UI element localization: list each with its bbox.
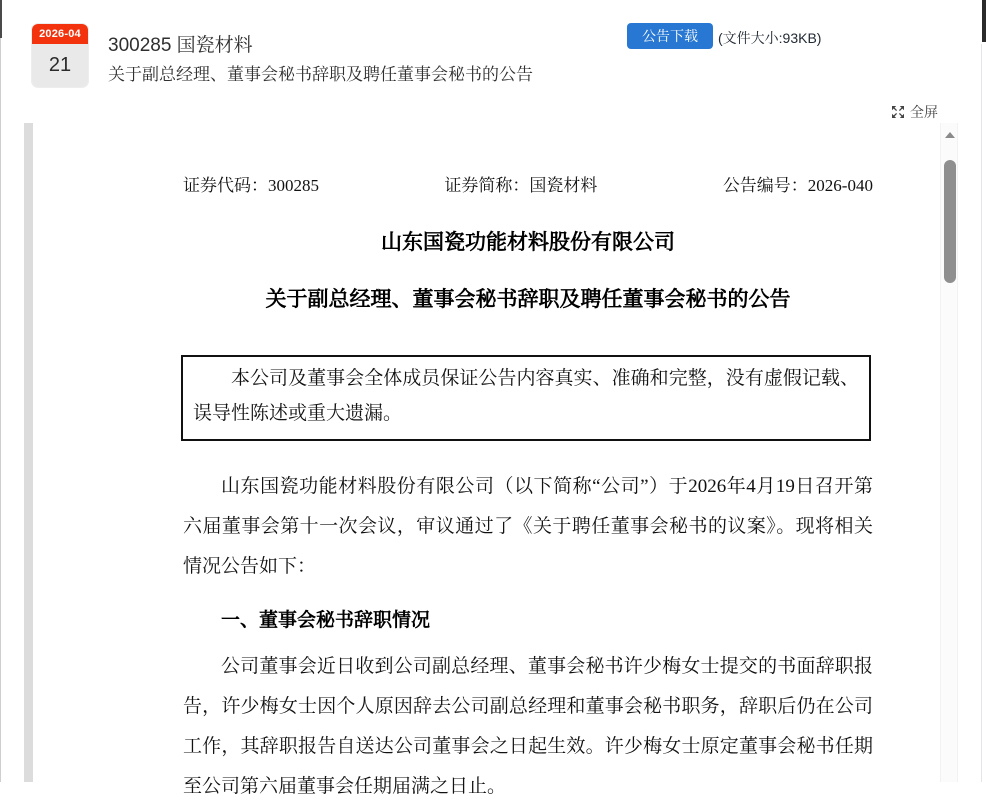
scrollbar-thumb[interactable] [944, 160, 956, 283]
document-subtitle: 关于副总经理、董事会秘书辞职及聘任董事会秘书的公告 [265, 287, 791, 311]
fullscreen-icon [891, 105, 905, 119]
fullscreen-button[interactable] [891, 102, 938, 122]
date-badge-month: 2026-04 [32, 24, 88, 44]
disclaimer-box [181, 355, 871, 441]
paragraph-2: 公司董事会近日收到公司副总经理、董事会秘书许少梅女士提交的书面辞职报告，许少梅女士因个人原因辞去公司副总经理和董事会秘书职务，辞职后仍在公司工作，其辞职报告自送达公司董事会之日起生效。许少梅女士原定董事会秘书任期至公司第六届董事会任期届满之日止。 [183, 656, 873, 797]
disclaimer-text: 本公司及董事会全体成员保证公告内容真实、准确和完整，没有虚假记载、误导性陈述或重大遗漏。 [193, 368, 859, 424]
paragraph-1: 山东国瓷功能材料股份有限公司（以下简称“公司”）于2026年4月19日召开第六届董事会第十一次会议，审议通过了《关于聘任董事会秘书的议案》。现将相关情况公告如下： [183, 476, 873, 577]
stock-code-label: 证券代码：300285 [183, 176, 319, 195]
announcement-document [183, 123, 873, 807]
left-window-edge-light [0, 38, 1, 782]
document-info-row [183, 123, 873, 196]
stock-name-label: 证券简称：国瓷材料 [444, 176, 598, 195]
date-badge-day: 21 [32, 44, 88, 87]
left-window-edge [0, 0, 2, 38]
scrollbar-up-arrow[interactable] [945, 132, 955, 138]
file-size-label: (文件大小:93KB) [718, 30, 822, 46]
right-window-edge-light [981, 44, 982, 782]
document-company-title: 山东国瓷功能材料股份有限公司 [381, 230, 675, 254]
right-window-edge [982, 0, 986, 42]
document-scrollbar[interactable] [940, 123, 958, 782]
document-left-edge [24, 123, 33, 782]
stock-title: 300285 国瓷材料 [108, 35, 253, 56]
date-badge [32, 24, 88, 87]
fullscreen-label: 全屏 [910, 104, 938, 120]
section-1-heading: 一、董事会秘书辞职情况 [221, 610, 431, 631]
announcement-no-label: 公告编号：2026-040 [722, 176, 873, 195]
announcement-download-button[interactable]: 公告下载 [627, 23, 713, 49]
announcement-title: 关于副总经理、董事会秘书辞职及聘任董事会秘书的公告 [108, 65, 533, 84]
